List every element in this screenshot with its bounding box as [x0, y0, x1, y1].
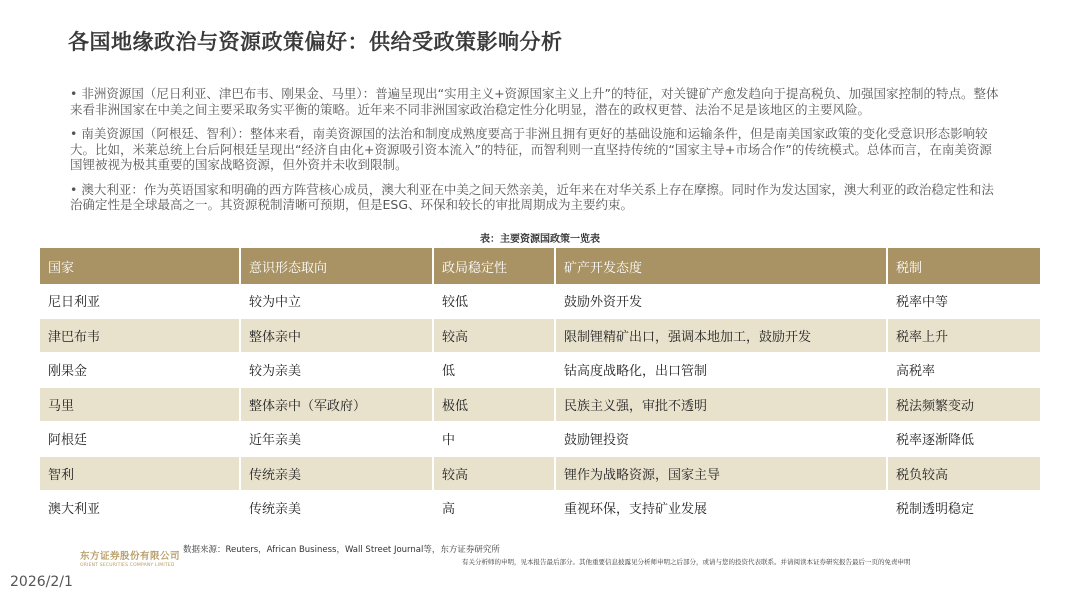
cell-stability: 中 — [433, 422, 555, 457]
table-row — [40, 456, 1040, 491]
cell-stability: 较高 — [433, 318, 555, 353]
bullet-australia: • 澳大利亚：作为英语国家和明确的西方阵营核心成员，澳大利亚在中美之间天然亲美，近年来在对华关系上存在摩擦。同时作为发达国家，澳大利亚的政治稳定性和法治确定性是全球最高之一。其资源税制清晰可预期，但是ESG、环保和较长的审批周期成为主要约束。 — [70, 181, 994, 212]
table-row — [40, 491, 1040, 526]
cell-country: 阿根廷 — [40, 422, 240, 457]
cell-mining-attitude: 鼓励外资开发 — [555, 284, 887, 318]
cell-mining-attitude: 锂作为战略资源，国家主导 — [555, 456, 887, 491]
cell-country: 澳大利亚 — [40, 491, 240, 526]
table-row — [40, 353, 1040, 388]
cell-stability: 低 — [433, 353, 555, 388]
cell-tax: 高税率 — [887, 353, 1040, 388]
header-country: 国家 — [40, 248, 240, 284]
disclaimer-text: 有关分析师的申明，见本报告最后部分。其他重要信息披露见分析师申明之后部分，或请与您的投资代表联系。并请阅读本证券研究报告最后一页的免责申明 — [462, 558, 911, 566]
cell-tax: 税制透明稳定 — [887, 491, 1040, 526]
cell-ideology: 传统亲美 — [240, 491, 433, 526]
logo-en-text: ORIENT SECURITIES COMPANY LIMITED — [80, 563, 175, 568]
table-row — [40, 284, 1040, 318]
header-mining-attitude: 矿产开发态度 — [555, 248, 887, 284]
table-row — [40, 318, 1040, 353]
cell-mining-attitude: 鼓励锂投资 — [555, 422, 887, 457]
cell-stability: 较低 — [433, 284, 555, 318]
logo-cn-text: 东方证券股份有限公司 — [80, 551, 181, 562]
cell-ideology: 近年亲美 — [240, 422, 433, 457]
data-source-note: 数据来源：Reuters，African Business，Wall Street Journal等，东方证券研究所 — [183, 545, 500, 555]
cell-stability: 较高 — [433, 456, 555, 491]
company-logo — [80, 548, 180, 568]
table-row — [40, 387, 1040, 422]
cell-ideology: 较为中立 — [240, 284, 433, 318]
date-stamp: 2026/2/1 — [10, 574, 73, 590]
cell-country: 马里 — [40, 387, 240, 422]
cell-tax: 税率上升 — [887, 318, 1040, 353]
cell-tax: 税率中等 — [887, 284, 1040, 318]
cell-tax: 税率逐渐降低 — [887, 422, 1040, 457]
cell-mining-attitude: 重视环保，支持矿业发展 — [555, 491, 887, 526]
table-row — [40, 422, 1040, 457]
table-header-row — [40, 248, 1040, 284]
cell-country: 刚果金 — [40, 353, 240, 388]
cell-country: 津巴布韦 — [40, 318, 240, 353]
header-tax: 税制 — [887, 248, 1040, 284]
cell-ideology: 整体亲中（军政府） — [240, 387, 433, 422]
bullet-list — [70, 86, 1000, 222]
cell-ideology: 整体亲中 — [240, 318, 433, 353]
cell-tax: 税负较高 — [887, 456, 1040, 491]
cell-ideology: 传统亲美 — [240, 456, 433, 491]
cell-tax: 税法频繁变动 — [887, 387, 1040, 422]
header-ideology: 意识形态取向 — [240, 248, 433, 284]
table-caption: 表：主要资源国政策一览表 — [480, 234, 600, 245]
policy-table — [40, 248, 1040, 526]
cell-country: 智利 — [40, 456, 240, 491]
cell-mining-attitude: 民族主义强，审批不透明 — [555, 387, 887, 422]
cell-ideology: 较为亲美 — [240, 353, 433, 388]
cell-stability: 高 — [433, 491, 555, 526]
cell-country: 尼日利亚 — [40, 284, 240, 318]
cell-mining-attitude: 钴高度战略化，出口管制 — [555, 353, 887, 388]
cell-stability: 极低 — [433, 387, 555, 422]
page-title: 各国地缘政治与资源政策偏好：供给受政策影响分析 — [68, 30, 563, 54]
header-stability: 政局稳定性 — [433, 248, 555, 284]
bullet-africa: • 非洲资源国（尼日利亚、津巴布韦、刚果金、马里）：普遍呈现出“实用主义+资源国家主义上升”的特征，对关键矿产愈发趋向于提高税负、加强国家控制的特点。整体来看非洲国家在中美之间主要采取务实平衡的策略。近年来不同非洲国家政治稳定性分化明显，潜在的政权更替、法治不足是该地区的主要风险。 — [70, 86, 999, 117]
cell-mining-attitude: 限制锂精矿出口，强调本地加工，鼓励开发 — [555, 318, 887, 353]
bullet-south-america: • 南美资源国（阿根廷、智利）：整体来看，南美资源国的法治和制度成熟度要高于非洲且拥有更好的基础设施和运输条件，但是南美国家政策的变化受意识形态影响较大。比如，米莱总统上台后阿根廷呈现出“经济自由化+资源吸引资本流入”的特征，而智利则一直坚持传统的“国家主导+市场合作”的传统模式。总体而言，在南美资源国锂被视为极其重要的国家战略资源，但外资并未收到限制。 — [70, 126, 992, 172]
